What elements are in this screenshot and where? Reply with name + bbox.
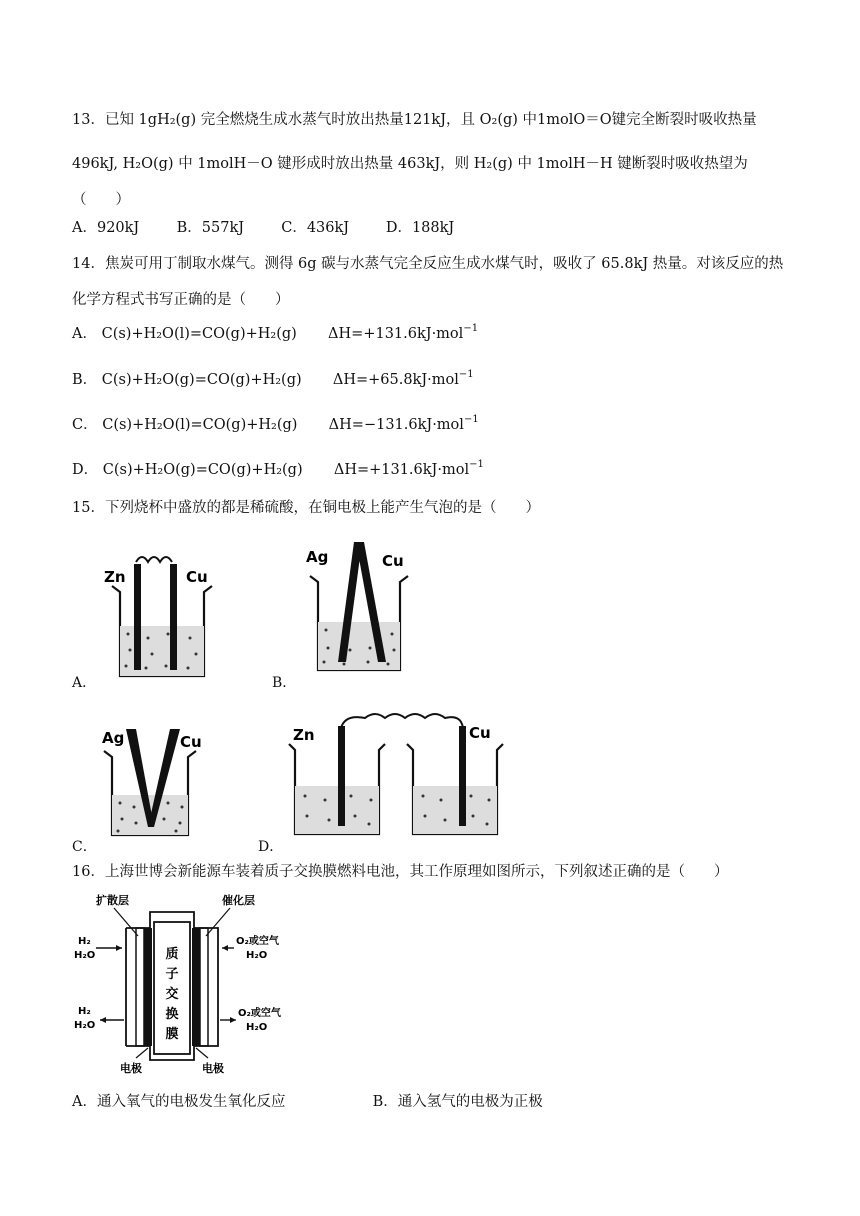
q16-option-b[interactable]: B．通入氢气的电极为正极 — [372, 1094, 543, 1110]
beaker-c-figure — [96, 715, 216, 845]
q14-option-c[interactable] — [72, 413, 479, 434]
zn-label: Zn — [293, 726, 315, 744]
q14-option-c-label: C． — [72, 417, 98, 433]
q14-option-a-equation: C(s)+H₂O(l)=CO(g)+H₂(g) — [101, 326, 297, 342]
q14-option-d[interactable] — [72, 458, 484, 479]
zn-label: Zn — [104, 568, 126, 586]
left-sulfuric-acid — [295, 786, 379, 834]
beaker-b-figure — [300, 530, 430, 680]
beaker-d-figure — [285, 700, 515, 845]
q14-option-a[interactable] — [72, 322, 478, 343]
q14-option-c-exp: −1 — [463, 414, 479, 425]
svg-text:质: 质 — [165, 947, 179, 962]
q14-option-d-dh: ΔH=+131.6kJ·mol — [333, 462, 470, 478]
zn-electrode — [134, 564, 141, 670]
diffusion-layer-label: 扩散层 — [96, 894, 129, 907]
wire-coil — [136, 557, 172, 562]
q13-option-d[interactable]: D．188kJ — [385, 220, 455, 236]
cu-electrode — [170, 564, 177, 670]
q13-option-c[interactable]: C．436kJ — [281, 220, 350, 236]
right-electrode — [192, 928, 200, 1046]
q14-option-d-exp: −1 — [469, 459, 484, 470]
cu-label: Cu — [180, 733, 202, 751]
right-inlet-o2: O₂或空气 — [236, 936, 279, 947]
q14-option-b-exp: −1 — [458, 369, 474, 380]
q14-option-b-dh: ΔH=+65.8kJ·mol — [332, 372, 459, 388]
q14-option-b[interactable] — [72, 368, 474, 389]
q13-line2: 496kJ, H₂O(g) 中 1molH－O 键形成时放出热量 463kJ，则 H₂(g) 中 1molH－H 键断裂时吸收热望为 — [72, 156, 748, 172]
svg-text:交: 交 — [165, 987, 179, 1002]
ag-label: Ag — [306, 548, 329, 566]
left-diffusion-layer — [136, 928, 144, 1046]
left-outlet-h2: H₂ — [78, 1006, 91, 1017]
q14-option-d-label: D． — [72, 462, 99, 478]
q15-option-d-label[interactable]: D． — [258, 839, 284, 855]
fuel-cell-diagram — [70, 888, 310, 1078]
left-outlet-h2o: H₂O — [74, 1020, 96, 1031]
q13-option-b[interactable]: B．557kJ — [176, 220, 245, 236]
q16-options — [72, 1090, 543, 1111]
right-outlet-o2: O₂或空气 — [238, 1008, 281, 1019]
q14-line2: 化学方程式书写正确的是（ ） — [72, 292, 290, 308]
beaker-a-figure — [100, 540, 240, 690]
q14-option-b-label: B． — [72, 372, 98, 388]
q14-option-c-equation: C(s)+H₂O(l)=CO(g)+H₂(g) — [102, 417, 298, 433]
q13-option-a[interactable]: A．920kJ — [72, 220, 140, 236]
q15-option-c-label[interactable]: C． — [72, 839, 97, 855]
q15-stem: 15．下列烧杯中盛放的都是稀硫酸，在铜电极上能产生气泡的是（ ） — [72, 500, 540, 516]
cu-label: Cu — [186, 568, 208, 586]
left-inlet-h2: H₂ — [78, 936, 91, 947]
q15-option-a-label[interactable]: A． — [72, 675, 97, 691]
q13-line1: 13．已知 1gH₂(g) 完全燃烧生成水蒸气时放出热量121kJ，且 O₂(g) 中1molO＝O键完全断裂时吸收热量 — [72, 112, 757, 128]
right-outlet-h2o: H₂O — [246, 1022, 268, 1033]
svg-text:子: 子 — [165, 967, 179, 982]
q16-option-a[interactable]: A．通入氧气的电极发生氧化反应 — [72, 1094, 286, 1110]
q15-option-b-label[interactable]: B． — [272, 675, 297, 691]
cu-electrode — [459, 726, 466, 826]
q14-option-d-equation: C(s)+H₂O(g)=CO(g)+H₂(g) — [102, 462, 303, 478]
wire-coil — [341, 714, 463, 728]
right-inlet-h2o: H₂O — [246, 950, 268, 961]
svg-text:换: 换 — [165, 1007, 179, 1022]
q13-line3: （ ） — [72, 192, 130, 208]
catalyst-layer-label: 催化层 — [222, 894, 255, 907]
cu-label: Cu — [382, 552, 404, 570]
left-electrode — [144, 928, 152, 1046]
q13-options — [72, 216, 486, 237]
membrane-label — [165, 946, 178, 1042]
svg-text:膜: 膜 — [165, 1027, 179, 1042]
q14-option-b-equation: C(s)+H₂O(g)=CO(g)+H₂(g) — [101, 372, 302, 388]
q14-option-a-exp: −1 — [463, 323, 479, 334]
q14-option-a-dh: ΔH=+131.6kJ·mol — [328, 326, 464, 342]
left-electrode-label: 电极 — [120, 1062, 142, 1075]
q14-option-a-label: A． — [72, 326, 97, 342]
ag-label: Ag — [102, 729, 125, 747]
right-sulfuric-acid — [413, 786, 497, 834]
zn-electrode — [338, 726, 345, 826]
right-electrode-label: 电极 — [202, 1062, 224, 1075]
q14-option-c-dh: ΔH=−131.6kJ·mol — [328, 417, 464, 433]
q14-line1: 14．焦炭可用丁制取水煤气。测得 6g 碳与水蒸气完全反应生成水煤气时，吸收了 65.8kJ 热量。对该反应的热 — [72, 256, 784, 272]
q16-stem: 16．上海世博会新能源车装着质子交换膜燃料电池，其工作原理如图所示，下列叙述正确的是（ ） — [72, 864, 729, 880]
sulfuric-acid — [120, 626, 204, 676]
cu-label: Cu — [469, 724, 491, 742]
left-inlet-h2o: H₂O — [74, 950, 96, 961]
right-diffusion-layer — [200, 928, 208, 1046]
